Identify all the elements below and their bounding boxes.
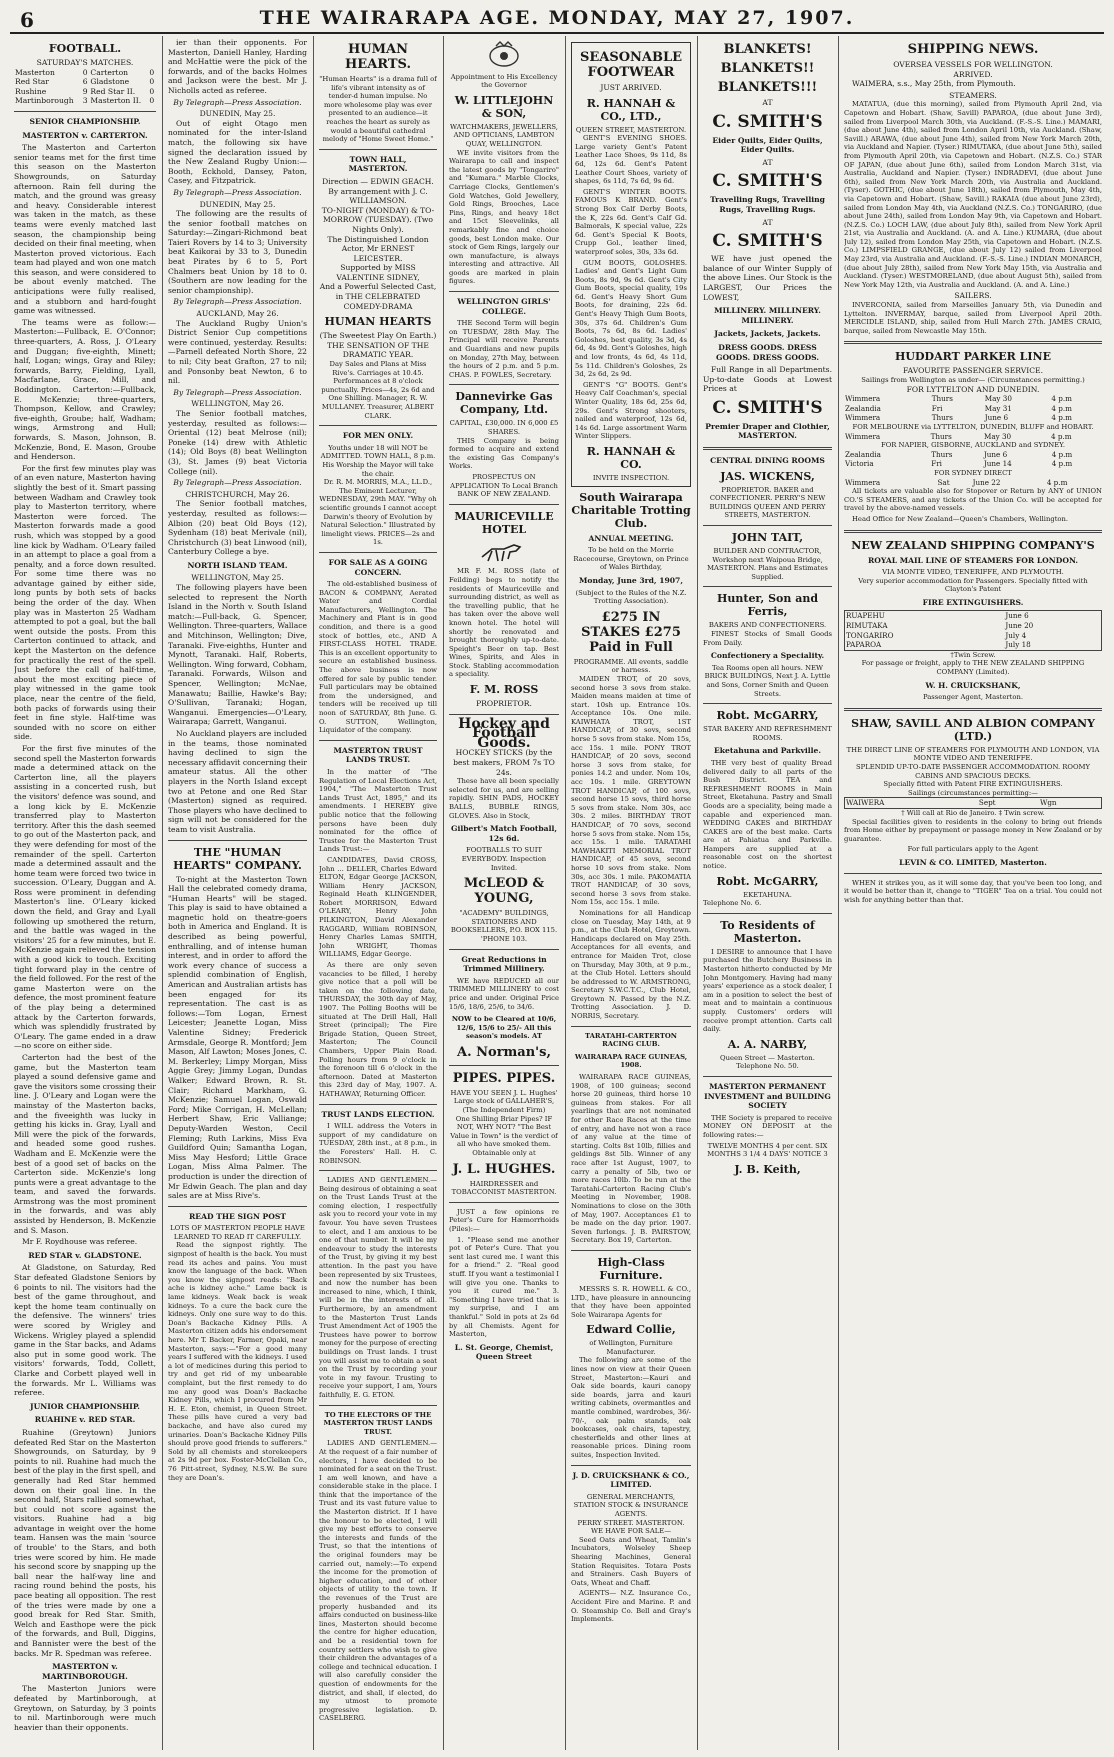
ad-heading: READ THE SIGN POST <box>188 1211 287 1221</box>
ad-heading: CENTRAL DINING ROOMS <box>710 456 825 466</box>
table-row: Martinborough 3 Masterton II. 0 <box>15 96 155 106</box>
column-football <box>14 38 156 1750</box>
sailing-table <box>844 478 1102 488</box>
ad-line: FOOTBALLS TO SUIT EVERYBODY. Inspection Invited. <box>461 846 547 872</box>
article-paragraph: The teams were as follow:—Masterton:—Fullback, E. O'Connor; three-quarters, A. Ross, J. O'Leary and Duggan; five-eighth, Minett; half, Logan; wings, Gray and Riley; forwards, Barry, Fielding, Lyall, Macfarlane, Grace, Mill, and Boddington. Carterton:—Fullback, E. McKenzie; three-quarters, Thompson, Kellow, and Crawley; five-eighth, Groube; half, Wadham; wings, Armstrong and Hull; forwards, S. Mason, Johnson, B. McKenzie, Bond, E. Mason, Groube and Henderson. <box>14 317 156 462</box>
royal-crest-icon <box>449 40 559 71</box>
table-row: RUAPEHU June 6 <box>846 611 1029 621</box>
ad-heading: WAIRARAPA RACE GUINEAS, 1908. <box>574 1052 688 1070</box>
ad-line: † Will call at Rio de Janeiro. ‡ Twin screw. <box>901 808 1045 817</box>
newspaper-title: THE WAIRARAPA AGE. MONDAY, MAY 27, 1907. <box>259 7 855 29</box>
sailing-table <box>844 394 1102 423</box>
ad-line: STAR BAKERY AND REFRESHMENT ROOMS. <box>703 725 832 742</box>
table-row: PAPAROA July 18 <box>846 640 1031 650</box>
ad-body: GENT'S "G" BOOTS. Gent's Heavy Calf Coachman's, special Winter Quality, 18s 6d, 25s 6d, 29s. Gent's Strong shooters, nailed and waterproof, 12s 6d, 14s 6d. Large assortment Warm Winter Slippers. <box>575 380 687 441</box>
article-paragraph: The Auckland Rugby Union's District Senior Cup competitions were continued, yesterday. Results:—Parnell defeated North Shore, 22 to nil; City beat Grafton, 27 to nil; and Ponsonby beat Newton, 6 to nil. <box>168 318 307 386</box>
venue: TOWN HALL, MASTERTON. <box>348 154 408 174</box>
sub-heading: OVERSEA VESSELS FOR WELLINGTON. <box>893 60 1053 69</box>
byline: By Telegraph—Press Association. <box>173 387 302 397</box>
byline: By Telegraph—Press Association. <box>173 97 302 107</box>
play-title: HUMAN HEARTS <box>324 315 432 329</box>
ad-heading: TO THE ELECTORS OF THE MASTERTON TRUST LANDS TRUST. <box>323 1410 433 1436</box>
byline: By Telegraph—Press Association. <box>173 478 302 488</box>
route-heading: FOR NAPIER, GISBORNE, AUCKLAND and SYDNEY. <box>880 441 1065 450</box>
ad-body: I DESIRE to announce that I have purchased the Butchery Business in Masterton hitherto conducted by Mr John Montgomery. Having had many years' experience as a stock dealer, I am in a position to select the best of meat and to maintain a continuous supply. Customers' orders will receive prompt attention. Carts call daily. <box>703 947 832 1034</box>
ad-body: Seed Oats and Wheat, Tamlin's Incubators, Wolseley Sheep Shearing Machines, General Station Requisites. Totara Posts and Strainers. Cash Buyers of Oats, Wheat and Chaff. <box>571 1535 691 1587</box>
masthead <box>10 6 1104 34</box>
ad-line: By arrangement with J. C. WILLIAMSON. <box>328 186 428 206</box>
ad-heading: JOHN TAIT, <box>731 531 804 545</box>
ad-line: Queen Street — Masterton. Telephone No. 50. <box>720 1053 815 1071</box>
ad-heading: Monday, June 3rd, 1907, <box>579 575 683 585</box>
article-paragraph: The Senior football matches, yesterday, resulted as follows:—Albion (20) beat Old Boys (12), Sydenham (18) beat Merivale (nil), Christchurch (3) beat Linwood (nil), Canterbury College a bye. <box>168 499 307 557</box>
ad-line: Sailings (circumstances permitting:— <box>908 788 1038 797</box>
sub-heading: NORTH ISLAND TEAM. <box>187 560 288 570</box>
ad-heading: JAS. WICKENS, <box>720 469 815 483</box>
section-heading: FOOTBALL. <box>48 42 122 55</box>
ad-body: WHEN it strikes you, as it will some day, that you've been too long, and it would be better than it, change to "TIGER" Tea on a trial. You could not wish for anything better than that. <box>844 878 1102 904</box>
ad-body: These have all been specially selected for us, and are selling rapidly. SHIN PADS, HOCKEY BALLS, BUBBLE RINGS, GLOVES. Also in Stock, <box>449 777 559 820</box>
sub-heading: STEAMERS. <box>949 90 997 100</box>
column-rule <box>697 36 698 1750</box>
sub-heading: SAILERS. <box>954 291 992 301</box>
table-row: Wimmera Thurs May 30 4 p.m <box>845 394 1072 404</box>
ad-body: All tickets are valuable also for Stopover or Return by ANY of UNION CO.'S STEAMERS, and any tickets of the Union Co. will be accepted for travel by the above-named vessels. <box>844 487 1102 513</box>
ad-heading: Eider Quilts, Eider Quilts, Eider Quilts. <box>712 135 823 155</box>
ad-body: THIS Company is being formed to acquire and extend the existing Gas Company's Works. <box>449 436 559 471</box>
match-heading: RUAHINE v. RED STAR. <box>34 1415 136 1425</box>
table-row: Rushine 9 Red Star II. 0 <box>15 86 155 96</box>
dateline: WELLINGTON, May 26. <box>191 399 284 409</box>
byline: By Telegraph—Press Association. <box>173 187 302 197</box>
sub-heading: ARRIVED. <box>953 69 993 79</box>
match-heading: RED STAR v. GLADSTONE. <box>28 1250 142 1260</box>
ad-line: PERRY STREET. MASTERTON. <box>577 1518 685 1527</box>
match-heading: MASTERTON v. MARTINBOROUGH. <box>42 1662 128 1681</box>
article-paragraph: No Auckland players are included in the teams, those nominated having declined to sign the necessary affidavit concerning their amateur status. All the other players in the North Island except two at Petone and one Red Star (Masterton) signed as required. Those players who have declined to sign will not be considered for the team to visit Australia. <box>168 728 307 834</box>
horse-illustration-icon <box>449 539 559 568</box>
route-heading: FOR SYDNEY DIRECT <box>934 468 1012 477</box>
shop-name: C. SMITH'S <box>712 231 823 252</box>
ad-line: CAPITAL, £30,000. IN 6,000 £5 SHARES. <box>449 419 559 436</box>
ad-line: Appointment to His Excellency the Governor <box>450 72 558 90</box>
ad-line: JUST ARRIVED. <box>600 83 662 92</box>
ad-heading: Great Reductions in Trimmed Millinery. <box>461 954 547 974</box>
sub-heading: SENIOR CHAMPIONSHIP. <box>29 116 141 126</box>
ad-heading: Hunter, Son and Ferris, <box>716 592 819 619</box>
ad-line: For passage or freight, apply to THE NEW ZEALAND SHIPPING COMPANY (Limited). <box>861 659 1085 677</box>
ad-body: In the matter of "The Regulation of Local Elections Act, 1904," "The Masterton Trust Lands Trust Act, 1895," and its amendments. I HEREBY give public notice that the following persons have been duly nominated for the office of Trustee for the Masterton Trust Lands Trust:— <box>319 767 437 854</box>
results-table <box>14 68 156 106</box>
ad-line: Dr. R. M. MORRIS, M.A., LL.D., The Eminent Lecturer, WEDNESDAY, 29th MAY. "Why oh scientific grounds I cannot accept Darwin's theory of Evolution by Natural Selection." Illustrated by limelight views. PRICES—2s and 1s. <box>319 478 437 547</box>
route-heading: FOR LYTTELTON AND DUNEDIN. <box>906 384 1040 394</box>
ad-body: MAIDEN TROT, of 20 sovs, second horse 3 sovs from stake. Maiden means maiden at time of start. 10sh up. Entrance 10s. Acceptance 10s. One mile. KAIWHATA TROT, 1ST HANDICAP, of 30 sovs, second horse 5 sovs from stake. Nom 15s, acc 15s. 1 mile. PONY TROT HANDICAP, of 20 sovs, second horse 3 sovs from stake, for ponies 14.2 and under. Nom 10s, acc 10s. 1 mile. GREYTOWN TROT HANDICAP, of 100 sovs, second horse 15 sovs, third horse 5 sovs from stake. Nom 30s, acc 30s. 2 miles. BIRTHDAY TROT HANDICAP, of 70 sovs, second horse 5 sovs from stake. Nom 15s, acc 15s. 1 mile. TARATAHI MAWHAKITI MEMORIAL TROT HANDICAP, of 45 sovs, second horse 10 sovs from stake. Nom 30s, acc 30s. 1 mile. PAKOMATIA TROT HANDICAP, of 30 sovs, second horse 3 sovs from stake. Nom 15s, acc 15s. 1 mile. <box>571 674 691 907</box>
ad-line: AT <box>762 98 773 107</box>
ad-line: PROPRIETOR. BAKER and CONFECTIONER. PERRY'S NEW BUILDINGS QUEEN AND PERRY STREETS, MASTERTON. <box>709 485 826 520</box>
footwear-ad <box>571 42 691 487</box>
ad-line: TWELVE MONTHS 4 per cent. SIX MONTHS 3 1/4 4 DAYS' NOTICE 3 <box>707 1141 828 1159</box>
column-theatre <box>319 38 437 1750</box>
ad-subheading: LOTS OF MASTERTON PEOPLE HAVE LEARNED TO READ IT CAREFULLY. <box>170 1224 305 1241</box>
ad-heading: FIRE EXTINGUISHERS. <box>922 597 1024 607</box>
ad-body: JUST a few opinions re Peter's Cure for Hæmorrhoids (Piles):— <box>449 1207 559 1233</box>
ad-body: WE have just opened the balance of our Winter Supply of the above Lines. Our Stock is the LARGEST, Our Prices the LOWEST, <box>703 254 832 302</box>
ad-heading: ANNUAL MEETING. <box>588 533 674 543</box>
ad-heading: SEASONABLE FOOTWEAR <box>579 50 683 80</box>
article-paragraph: For the first five minutes of the second spell the Masterton forwards made a determined attack on the Carterton line, all the players assisting in a concerted rush, but the visitors' defence was sound, and a long kick by E. McKenzie transferred play to Masterton territory. After this the dash seemed to go out of the Masterton pack, and they were defending for most of the remainder of the spell. Carterton made a determined assault and the home team were forced two twice in succession. O'Leary, Duggan and A. Ross were prominent in defending Masterton's line. O'Leary kicked down the field, and Gray and Lyall following up smothered the return, and the battle was waged in the visitors' 25 for a few minutes, but E. McKenzie again relieved the tension with a good kick to touch. Exciting tight forward play in the centre of the field followed. For the rest of the game Masterton were on the defence, the most prominent feature of the play being a determined attack by the Carterton forwards, which was splendidly frustrated by O'Leary. The game ended in a draw—no score on either side. <box>14 743 156 1051</box>
ad-heading: W. LITTLEJOHN & SON, <box>454 93 554 120</box>
ad-body: GENT'S EVENING SHOES. Large variety Gent's Patent Leather Lace Shoes, 9s 11d, 8s 6d, 12s 6d. Gent's Patent Leather Court Shoes, variety of shapes, 6s 11d, 7s 6d, 9s 6d. <box>575 134 687 186</box>
ad-heading: BLANKETS!!! <box>717 80 818 95</box>
ad-heading: Gilbert's Match Football, 12s 6d. <box>450 824 558 843</box>
column-ads-a <box>449 38 559 1750</box>
ad-line: Supported by MISS VALENTINE SIDNEY, <box>336 263 420 282</box>
shop-name: C. SMITH'S <box>712 171 823 192</box>
ad-body: THE Society is prepared to receive MONEY ON DEPOSIT at the following rates:— <box>703 1113 832 1139</box>
ad-heading: HUMAN HEARTS. <box>345 42 411 72</box>
sailing-table <box>844 797 1102 809</box>
ad-line: HAVE YOU SEEN J. L. Hughes' Large stock of GALLAHER'S, (The Independent Firm) <box>450 1088 558 1115</box>
column-rule <box>838 36 839 1750</box>
ad-line: FAVOURITE PASSENGER SERVICE. <box>903 366 1043 376</box>
sub-heading: JUNIOR CHAMPIONSHIP. <box>30 1401 140 1411</box>
article-paragraph: The Masterton Juniors were defeated by Martinborough, at Greytown, on Saturday, by 3 points to nil. Martinborough were much heavier than their opponents. <box>14 1684 156 1732</box>
ad-body: The old-established business of BACON & COMPANY, Aerated Water and Cordial Manufacturers, Wellington. The Machinery and Plant is in good condition, and there is a good stock of bottles, etc., AND A FIRST-CLASS HOTEL TRADE. This is an excellent opportunity to secure an established business. The above business is now offered for sale by public tender. Full particulars may be obtained from the undersigned, and tenders will be received up till noon of SATURDAY, 8th June. G. O. SUTTON, Wellington, Liquidator of the company. <box>319 580 437 735</box>
ad-line: †Twin Screw. <box>950 650 996 659</box>
ad-line: Direction — EDWIN GEACH. <box>322 176 434 186</box>
column-ads-c <box>703 38 832 1750</box>
ad-line: PROGRAMME. All events, saddle or harness. <box>573 657 689 675</box>
ad-heading: South Wairarapa Charitable Trotting Club. <box>571 490 691 530</box>
ad-heading: To Residents of Masterton. <box>720 918 815 945</box>
ad-heading: McLEOD & YOUNG, <box>463 876 545 907</box>
ad-heading: ROYAL MAIL LINE OF STEAMERS FOR LONDON. <box>867 555 1079 565</box>
ad-body: The following are some of the lines now on view at their Queen Street, Masterton:—Kauri and Oak side boards, kauri canopy side boards, jarra and kauri writing cabinets, overmantles and mantle combined, wardrobes, 36/- 70/-, oak palm stands, oak bookcases, oak chairs, tapestry, chesterfields and other lines at reasonable prices. Dining room suites, Inspection Invited. <box>571 1356 691 1459</box>
table-row: Red Star 6 Gladstone 0 <box>15 77 155 87</box>
ad-line: SPLENDID UP-TO-DATE PASSENGER ACCOMMODATION. ROOMY CABINS AND SPACIOUS DECKS. <box>856 763 1090 780</box>
ad-heading: A. A. NARBY, <box>727 1037 808 1051</box>
section-heading: SHIPPING NEWS. <box>907 42 1039 57</box>
dateline: DUNEDIN, May 25. <box>199 109 276 119</box>
ad-body: WE have REDUCED all our TRIMMED MILLINERY to cost price and under. Original Price 15/6, 18/6, 25/6, to 34/6. <box>449 976 559 1011</box>
ad-body: THE Second Term will begin on TUESDAY, 28th May. The Principal will receive Parents and Guardians and new pupils on Monday, 27th May, between the hours of 2 p.m. and 5 p.m. CHAS. P. FOWLES, Secretary. <box>449 319 559 379</box>
ad-heading: FOR SALE AS A GOING CONCERN. <box>328 557 428 577</box>
dateline: AUCKLAND, May 26. <box>196 309 279 319</box>
ad-heading: R. HANNAH & CO., LTD., <box>586 96 676 123</box>
ad-body: 1. "Please send me another pot of Peter's Cure. That you sent last cured me. I want this for a friend." 2. "Real good stuff. If you want a testimonial I will give you one. Thanks to you it cured me." 3. "Something I have tried that is my surprise, and I am thankful." Sold in pots at 2s 6d by all Chemists. Agent for Masterton, <box>449 1235 559 1339</box>
match-heading: MASTERTON v. CARTERTON. <box>22 130 148 140</box>
candidate-list: CANDIDATES, David CROSS, John ... DELLER, Charles Edward ELTON, Edgar George JACKSON, William Henry JACKSON, Reginald Heath KLINGENDER, Robert MORRISON, Edward O'LEARY, Henry John PILKINGTON, David Alexander RAGGARD, William ROBINSON, Henry Charles Lamas SMITH, John WRIGHT, Thomas WILLIAMS, Edgar George. <box>319 855 437 959</box>
article-paragraph: Carterton had the best of the game, but the Masterton team played a sound defensive game and gave the visitors some crossing their line. J. O'Leary and Logan were the mainstay of the Masterton backs, and the fiveeighth was lucky in getting his kicks in. Gray, Lyall and Mill were the pick of the forwards, and headed some good rushes. Wadham and E. McKenzie were the best of a good set of backs on the Carterton side. McKenzie's long punts were a great advantage to the team, and saved the forwards. Armstrong was the most prominent in the forwards, and was ably assisted by Henderson, B. McKenzie and S. Mason. <box>14 1052 156 1235</box>
article-paragraph: To-night at the Masterton Town Hall the celebrated comedy drama, "Human Hearts" will be staged. This play is said to have obtained a magnetic hold on theatre-goers both in America and England. It is described as being powerful, enthralling, and of intense human interest, and in order to afford the work every chance of success a splendid combination of English, American and Australian artists has been engaged for its representation. The cast is as follows:—Tom Logan, Ernest Leicester; Jeanette Logan, Miss Valentine Sidney; Frederick Armsdale, George R. Montford; Jem Mason, Alf Lawton; Moses Jones, C. M. Berkerley; Limpy Morgan, Miss Aggie Grey; Jimmy Logan, Dundas Walker; Edward Brown, R. St. Clair; Richard Markham, G. McKenzie; Samuel Logan, Oswald Ford; Mike Corrigan, H. McLellan; Herbert Shaw, Eric Valliange; Deputy-Warden Weston, Cecil Fleming; Ruth Larkins, Miss Eva Guildford Quin; Samantha Logan, Miss May Hesford; Little Grace Logan, Miss Alma Palmer. The production is under the direction of Mr Edwin Geach. The plan and day sales are at Miss Rive's. <box>168 874 307 1201</box>
ad-line: Youths under 18 will NOT be ADMITTED. TOWN HALL, 8 p.m. His Worship the Mayor will take the chair. <box>320 443 436 478</box>
ad-body: WE invite visitors from the Wairarapa to call and inspect the latest goods by "Tongariro" and "Kumara." Marble Clocks, Carriage Clocks, Gentlemen's Gold Watches, Gold Jewellery, Gold Rings, Brooches, Lace Pins, Rings, and heavy 18ct and 15ct Sleevelinks, all remarkably fine and choice goods, best London make. Our stock of Gem Rings, largely our own manufacture, is always interesting and attractive. All goods are marked in plain figures. <box>449 148 559 286</box>
ad-body: Nominations for all Handicap close on Tuesday, May 14th, at 9 p.m., at the Club Hotel, Greytown. Handicaps declared on May 25th. Acceptances for all events, and entrance for Maiden Trot, close on Thursday, May 30th, at 9 p.m., at the Club Hotel. Letters should be addressed to W. ARMSTRONG, Secretary S.W.C.T.C., Club Hotel, Greytown N. Passed by the N.Z. Trotting Association. J. D. NORRIS, Secretary. <box>571 908 691 1021</box>
ad-body: MESSRS S. R. HOWELL & CO., LTD., have pleasure in announcing that they have been appointed Sole Wairarapa Agents for <box>571 1284 691 1319</box>
ad-line: Passenger Agent, Masterton. <box>922 693 1024 702</box>
table-row: Masterton 0 Carterton 0 <box>15 67 155 77</box>
ad-line: BUILDER AND CONTRACTOR, Workshop next Waipoua Bridge, MASTERTON. Plans and Estimates Supplied. <box>707 547 828 581</box>
sailing-table <box>844 432 1102 442</box>
ad-line: One Shilling Briar Pipes? IF NOT, WHY NOT? "The Best Value in Town" is the verdict of all who have smoked them. Obtainable only at <box>450 1114 558 1158</box>
ad-line: INVITE INSPECTION. <box>592 473 670 482</box>
column-telegraph <box>168 38 307 1750</box>
ad-line: NOW to be Cleared at 10/6, 12/6, 15/6 to 25/- All this season's models. AT <box>451 1015 557 1041</box>
ad-heading: Travelling Rugs, Travelling Rugs, Travelling Rugs. <box>710 195 825 214</box>
ad-heading: BLANKETS! <box>723 42 812 57</box>
ad-line: BAKERS AND CONFECTIONERS. <box>708 621 827 630</box>
table-row: Victoria Fri June 14 4 p.m <box>845 459 1073 469</box>
ad-heading: J. L. HUGHES. <box>452 1161 556 1177</box>
ad-heading: PIPES. PIPES. <box>452 1070 556 1086</box>
article-paragraph: Ruahine (Greytown) Juniors defeated Red Star on the Masterton Showgrounds, on Saturday, by 9 points to nil. Ruahine had much the best of the play in the first spell, and generally had Red Star hemmed down on their goal line. In the second half, Stars rallied somewhat, but could not score against the visitors. Ruahine had a big advantage in weight over the home team. Hansen was the main 'source of trouble' to the Stars, and both tries were scored by him. He made his second score by snapping up the ball near the half-way line and racing round behind the posts, his pace beating all opposition. The rest of the tries were made by one a good break for Red Star. Smith, Welch and Easthope were the pick of the forwards, and Bull, Diggins, and Bannister were the best of the backs. Mr R. Spedman was referee. <box>14 1427 156 1658</box>
ad-line: WE HAVE FOR SALE— <box>590 1527 672 1536</box>
ad-line: Telephone No. 6. <box>703 899 762 908</box>
ad-body: WAIRARAPA RACE GUINEAS, 1908, of 100 guineas; second horse 20 guineas, third horse 10 guineas from stakes. For all yearlings that are not nominated for other Race Races at the time of entry, and have not won a race of any value at the time of starting. Colts 8st 10lb, fillies and geldings 8st 5lb. Winner of any race after 1st August, 1907, to carry a penalty of 5lb, two or more races 10lb. To be run at the Taratahi-Carterton Racing Club's Meeting in November, 1908. Nominations to close on the 30th of May, 1907. Acceptances £1 to be made on the day prior. 1907. Seven furlongs. J. B. PAIRSTOW, Secretary. Box 19, Carterton. <box>571 1073 691 1245</box>
article-paragraph: ier than their opponents. For Masterton, Daniell Hanley, Harding and McHattie were the pick of the forwards, and of the backs Holmes and Jackson were the best. Mr J. Nicholls acted as referee. <box>168 38 307 95</box>
ad-line: GENERAL MERCHANTS, STATION STOCK & INSURANCE AGENTS. <box>573 1492 689 1518</box>
sailing-table <box>844 450 1102 469</box>
table-row: Zealandia Thurs June 6 4 p.m <box>845 449 1073 459</box>
ad-heading: Hockey and Football Goods. <box>458 715 550 751</box>
ad-body: MR F. M. ROSS (late of Feilding) begs to notify the residents of Mauriceville and surrounding district, as well as the travelling public, that he has taken over the above well known hotel. The hotel will shortly be renovated and brought thoroughly up-to-date. Speight's Beer on tap. Best Wines, Spirits, and Ales in Stock. Stabling accommodation a speciality. <box>449 567 559 679</box>
ad-line: VIA MONTE VIDEO, TENERIFFE, AND PLYMOUTH. <box>882 568 1064 577</box>
ad-heading: J. D. CRUICKSHANK & CO., LIMITED. <box>572 1470 690 1490</box>
ad-line: PROSPECTUS ON APPLICATION To Local Branch BANK OF NEW ZEALAND. <box>450 472 558 499</box>
ad-body: Read the signpost rightly. The signpost of health is the back. You must read its aches and pains. You must know the language of the back. When you know the signpost reads: "Back ache is kidney ache." Lame back is lame kidneys. Weak back is weak kidneys. To a cure the back cure the kidneys. Only one sure way to do this. Doan's Backache Kidney Pills. A Masterton citizen adds his endorsement here. Mr T. Backer, Farmer, Opaki, near Masterton, says:—"For a good many years I suffered with the kidneys. I used a lot of medicines during this period to try and get rid of my unbearable complaint, but the first remedy to do me any good was Doan's Backache Kidney Pills, which I procured from Mr H. E. Eton, chemist, in Queen Street. These pills have cured a very bad backache, and have also cured my urinaries. Doan's Backache Kidney Pills should prove good friends to sufferers." Sold by all chemists and storekeepers at 2s 9d per box. Foster-McClellan Co., 76 Pitt-street, Sydney, N.S.W. Be sure they are Doan's. <box>168 1241 307 1482</box>
page-number: 6 <box>20 8 34 32</box>
column-rule <box>565 36 566 1750</box>
table-row: WAIWERA Sept Wgn <box>846 798 1057 808</box>
ad-body: LADIES AND GENTLEMEN.—At the request of a fair number of electors, I have decided to be nominated for a seat on the Trust. I am well known, and have a considerable stake in the place. I think that the importance of the Trust and its vast future value to the Masterton district. If I have the honour to be elected, I will give my best efforts to conserve the interests and funds of the Trust, so that the intentions of the original founders may be carried out, namely:—To expend the income for the promotion of higher education, and of other objects of utility to the town. If the revenues of the Trust are properly husbanded and its affairs conducted on business-like lines, Masterton should become the centre for higher education, and be a residential town for country settlers who wish to give their children the advantages of a college and technical education. I will also carefully consider the question of endowments for the district, and shall, if elected, do my utmost to promote progressive legislation. D. CASELBERG. <box>319 1439 437 1723</box>
ad-heading: F. M. ROSS <box>469 683 539 697</box>
ad-heading: Eketahuna and Parkville. <box>713 746 822 756</box>
ad-line: "ACADEMY" BUILDINGS, STATIONERS AND BOOKSELLERS, P.O. BOX 115. 'PHONE 103. <box>450 909 558 943</box>
ad-heading: Confectionery a Speciality. <box>710 651 825 661</box>
dateline: CHRISTCHURCH, May 26. <box>185 489 290 499</box>
table-row: Wimmera Thurs May 30 4 p.m <box>845 431 1072 441</box>
ad-line: Day Sales and Plans at Miss Rive's. Carriages at 10.45. Performances at 8 o'clock punctually. Prices—4s, 2s 6d and One Shilling. Manager, R. W. MULLANEY. Treasurer, ALBERT CLARK. <box>321 360 435 420</box>
column-rule <box>313 36 314 1750</box>
ad-line: The Distinguished London Actor, Mr ERNEST LEICESTER. <box>327 234 429 263</box>
article-paragraph: The following players have been selected to represent the North Island in the North v. South Island match:—Full-back, G. Spencer, Wellington. Three-quarters, Wallace and Mitchinson, Wellington; Dive, Taranaki. Five-eighths, Hunter and Mynott, Taranaki. Half, Roberts, Wellington. Wing forward, Cobham, Taranaki. Forwards, Wilson and Spencer, Wellington; McNae, Manawatu; Baillie, Hawke's Bay; O'Sullivan, Taranaki; Hogan, Wanganui. Emergencies—O'Leary, Wairarapa; Garrett, Wanganui. <box>168 583 307 727</box>
shop-name: C. SMITH'S <box>712 111 823 132</box>
shop-name: C. SMITH'S <box>712 397 823 418</box>
ad-body: AGENTS— N.Z. Insurance Co., Accident Fire and Marine. P. and O. Steamship Co. Bell and Gray's Implements. <box>571 1589 691 1624</box>
ad-heading: MILLINERY. MILLINERY. MILLINERY. <box>714 306 821 325</box>
article-paragraph: MATATUA, (due this morning), sailed from Plymouth April 2nd, via Capetown and Hobart. (Shaw, Savill) PAPAROA, (due about June 3rd), sailed from Liverpool March 30th, via Auckland. (F.-S.-S. Line.) MAMARI, (due about June 4th), sailed from London April 10th, via Auckland. (Shaw, Savill.) ARAWA, (due about June 4th), sailed from New York March 20th, via Auckland and Napier. (Tyser.) RIMUTAKA, (due about June 5th), sailed from Plymouth April 20th, via Capetown and Hobart. (N.Z.S. Co.) STAR OF JAPAN, (due about June 6th), sailed from London March 31st, via Australia, Auckland and Napier. (Tyser.) INDRADEVI, (due about June 6th), sailed from New York March 20th, via Australia and Auckland. (Tyser). GOTHIC, (due about June 18th), sailed from Plymouth, May 4th, via Capetown and Hobart. (Shaw, Savill.) RAKAIA (due about June 23rd), sailed from London May 4th, via Auckland (N.Z.S. Co.) TONGARIRO, (due about June 24th), sailed from London May 9th, via Capetown and Hobart. (N.Z.S. Co.) LOCH LAW, (due about July 8th), sailed from New York April 21st, via Australia and Auckland. (A. and A. Line.) KUMARA, (due about July 12), sailed from London May 25th, via Capetown and Hobart. (N.Z.S. Co.) LIMPSFIELD GRANGE, (due about July 12) sailed from Liverpool May 23rd, via Australia and Auckland. (F.-S.-S. Line.) INDIAN MONARCH, (due about July 28th), sailed from New York May 15th, via Australia and Auckland. (Tyser.) WESTMORELAND, (due about August 5th), sailed from New York May 12th, via Australia and Auckland. (A. and A. Line.) <box>844 100 1102 289</box>
ad-heading: MASTERTON TRUST LANDS TRUST. <box>333 745 423 765</box>
ad-body: GUM BOOTS, GOLOSHES. Ladies' and Gent's Light Gum Boots, 8s 9d, 9s 6d. Gent's City Gum Boots, special quality, 19s 6d. Gent's Heavy Short Gum Boots, for draining, 22s 6d. Gent's Heavy Thigh Gum Boots, 30s, 37s 6d. Children's Gum Boots, 7s 6d, 8s 6d. Ladies' Goloshes, best quality, 3s 3d, 4s 6d, 4s 9d. Gent's Goloshes, high and low fronts, 4s 6d, 4s 11d, 5s 11d. Children's Goloshes, 2s 3d, 2s 6d, 2s 9d. <box>575 258 687 379</box>
ad-heading: FOR MEN ONLY. <box>342 431 414 441</box>
ad-heading: MASTERTON PERMANENT INVESTMENT and BUILDING SOCIETY <box>704 1081 831 1111</box>
ad-body: GENT'S WINTER BOOTS. FAMOUS K BRAND. Gent's Strong Box Calf Derby Boots, the K, 22s 6d. Gent's Calf Gd. Balmorals, K special value, 22s 6d. Gent's Special K Boots, Crupp Gol., leather lined, waterproof soles, 30s, 33s 6d. <box>575 187 687 256</box>
ad-heading: Jackets, Jackets, Jackets. <box>714 329 821 339</box>
ad-heading: L. St. George, Chemist, Queen Street <box>454 1342 554 1362</box>
ad-line: (Subject to the Rules of the N.Z. Trotting Association). <box>575 588 687 606</box>
ad-line: PROPRIETOR. <box>476 699 532 709</box>
sailing-table <box>844 610 1102 650</box>
table-row: RIMUTAKA June 20 <box>846 621 1034 631</box>
ad-line: EKETAHUNA. <box>743 890 792 899</box>
ad-heading: £275 IN STAKES £275 Paid in Full <box>581 609 681 655</box>
ad-heading: DRESS GOODS. DRESS GOODS. DRESS GOODS. <box>715 342 820 362</box>
column-rule <box>162 36 163 1750</box>
ad-line: AT <box>762 157 773 167</box>
ad-line: And a Powerful Selected Cast, in THE CELEBRATED COMEDY-DRAMA <box>319 282 437 311</box>
ad-heading: TRUST LANDS ELECTION. <box>321 1109 435 1119</box>
article-paragraph: WAIMERA, s.s., May 25th, from Plymouth. <box>852 79 1016 89</box>
ad-heading: HUDDART PARKER LINE <box>895 350 1051 364</box>
dateline: DUNEDIN, May 25. <box>199 199 276 209</box>
ad-line: To be held on the Morrie Racecourse, Greytown, on Prince of Wales Birthday, <box>573 546 689 572</box>
dateline: WELLINGTON, May 25. <box>191 573 284 583</box>
ad-line: AT <box>762 217 773 227</box>
column-rule <box>443 36 444 1750</box>
ad-body: THE very best of quality Bread delivered daily to all parts of the Bush District. TEA and REFRESHMENT ROOMS in Main Street, Eketahuna. Pastry and Small Goods are a speciality, being made a capable and experienced man. WEDDING CAKES and BIRTHDAY CAKES are of the best make. Carts are at Pahiatua and Parkville. Hampers are supplied at a reasonable cost on the shortest notice. <box>703 758 832 871</box>
ad-heading: R. HANNAH & CO. <box>586 444 676 471</box>
ad-heading: Dannevirke Gas Company, Ltd. <box>455 390 553 417</box>
ad-line: Very superior accommodation for Passengers. Specially fitted with Clayton's Patent <box>858 576 1088 594</box>
ad-line: of Wellington, Furniture Manufacturer. <box>589 1339 673 1356</box>
table-row: TONGARIRO July 4 <box>846 630 1027 640</box>
column-ads-b <box>571 38 691 1750</box>
table-row: Wimmera Thurs June 6 4 p.m <box>845 413 1072 423</box>
byline: By Telegraph—Press Association. <box>173 297 302 307</box>
ad-line: QUEEN STREET, MASTERTON. <box>575 125 687 134</box>
article-paragraph: The Senior football matches, yesterday, resulted as follows:—Oriental (12) beat Melrose (nil); Poneke (14) drew with Athletic (14); Old Boys (8) beat Wellington (3), St. James (9) beat Victoria College (nil). <box>168 408 307 476</box>
ad-line: THE DIRECT LINE OF STEAMERS FOR PLYMOUTH AND LONDON, VIA MONTE VIDEO AND TENERIFFE. <box>846 745 1100 763</box>
ad-body: Full Range in all Departments. Up-to-date Goods at Lowest Prices at <box>703 365 832 394</box>
ad-line: HOCKEY STICKS (by the best makers, FROM 7s TO 24s. <box>453 748 555 777</box>
ad-heading: A. Norman's, <box>457 1044 551 1060</box>
ad-heading: High-Class Furniture. <box>597 1255 665 1282</box>
ad-heading: NEW ZEALAND SHIPPING COMPANY'S <box>851 538 1095 552</box>
ad-line: For full particulars apply to the Agent <box>907 845 1039 854</box>
article-paragraph: At Gladstone, on Saturday, Red Star defeated Gladstone Seniors by 6 points to nil. The visitors had the best of the game throughout, and kept the home team continually on the defensive. The winners' tries were scored by Wrigley and Wickens. Wrigley played a splendid game in the Star backs, and Adams also put in some good work. The visitors' forwards, Todd, Collett, Clarke and Corbett played well in the forwards. Mr L. Williams was referee. <box>14 1263 156 1398</box>
ad-heading: Robt. McGARRY, <box>716 709 819 723</box>
ad-heading: Robt. McGARRY, <box>716 874 819 888</box>
article-heading: THE "HUMAN HEARTS" COMPANY. <box>173 845 302 872</box>
ad-line: (The Sweetest Play On Earth.) THE SENSATION OF THE DRAMATIC YEAR. <box>319 331 437 360</box>
column-shipping <box>844 38 1102 1750</box>
ad-heading: TARATAHI-CARTERTON RACING CLUB. <box>584 1031 678 1049</box>
article-paragraph: The Masterton and Carterton senior teams met for the first time this season on the Masterton Showgrounds, on Saturday afternoon. Rain fell during the match, and the ground was greasy and heavy. Considerable interest was taken in the match, as these teams were evenly matched last season, the championship being decided on their final meeting, when Masterton proved victorious. Each team had played and won one match this season, and were considered to be about evenly matched. The anticipations were fully realised, and a stubborn and hard-fought game was witnessed. <box>14 143 156 316</box>
ad-heading: Premier Draper and Clothier, MASTERTON. <box>705 421 830 441</box>
sub-heading: SATURDAY'S MATCHES. <box>36 58 134 67</box>
ad-heading: MAURICEVILLE HOTEL <box>454 509 554 536</box>
ad-line: Specially fitted with Patent FIRE EXTINGUISHERS. <box>883 780 1063 789</box>
route-heading: FOR MELBOURNE via LYTTELTON, DUNEDIN, BLUFF and HOBART. <box>852 422 1094 431</box>
article-paragraph: Out of eight Otago men nominated for the inter-Island match, the following six have signed the declaration issued by the New Zealand Rugby Union:—Booth, Eckhold, Dansey, Paton, Casey, and Fitzpatrick. <box>168 118 307 186</box>
ad-heading: BLANKETS!! <box>720 61 815 76</box>
table-row: Zealandia Fri May 31 4 p.m <box>845 403 1072 413</box>
ad-heading: J. B. Keith, <box>734 1162 801 1176</box>
table-row: Wimmera Sat June 22 4 p.m <box>845 477 1068 487</box>
ad-body: I WILL address the Voters in support of my candidature on TUESDAY, 28th inst., at 8 p.m., in the Foresters' Hall. H. C. ROBINSON. <box>319 1122 437 1165</box>
ad-line: HAIRDRESSER and TOBACCONIST MASTERTON. <box>451 1179 557 1197</box>
ad-line: WATCHMAKERS, JEWELLERS, AND OPTICIANS, LAMBTON QUAY, WELLINGTON. <box>450 122 558 148</box>
ad-heading: W. H. CRUICKSHANK, <box>925 680 1021 690</box>
ad-line: Tea Rooms open all hours. NEW BRICK BUILDINGS, Next J. A. Lyttle and Sons, Corner Smith and Queen Streets. <box>704 663 831 698</box>
ad-body: "Human Hearts" is a drama full of life's vibrant intensity as of tender-d human impulse. No more wholesome play was ever presented to an audience—it reaches the heart as surely as would a beautiful cathedral melody of "Home Sweet Home." <box>319 75 437 144</box>
ad-heading: WELLINGTON GIRLS' COLLEGE. <box>457 297 551 316</box>
article-paragraph: The following are the results of the senior football matches on Saturday:—Zingari-Richmond beat Taieri Rovers by 14 to 3; University beat Kaikorai by 33 to 3, Dunedin beat Pirates by 6 to 5, Port Chalmers beat Union by 18 to 0. (Southern are now leading for the senior championship). <box>168 209 307 295</box>
ad-body: As there are only seven vacancies to be filled, I hereby give notice that a poll will be taken on the following date, THURSDAY, the 30th day of May, 1907. The Polling Booths will be situated at The Drill Hall, Hall Street (principal); The Fire Brigade Station, Queen Street, Masterton; The Council Chambers, Upper Plain Road. Polling hours from 9 o'clock in the forenoon till 6 o'clock in the afternoon. Dated at Masterton this 23rd day of May, 1907. A. HATHAWAY, Returning Officer. <box>319 961 437 1098</box>
article-paragraph: For the first few minutes play was of an even nature, Masterton having slightly the best of it. Smart passing between Wadham and Crawley took play to Masterton territory, where Masterton were forced. The Masterton forwards made a good rush, which was stopped by a good line kick by Wadham. O'Leary failed in an attempt to place a goal from a penalty, and a force down resulted. For some time there was no advantage gained by either side, long punts by both sets of backs being the order of the day. When play was in Masterton 25 Wadham attempted to pot a goal, but the ball went outside the posts. From this Carterton continued to attack, and kept the Masterton on the defence for practically the rest of the spell. Just before the call of half-time, about the most exciting piece of play witnessed in the game took place, near the centre of the field, both packs of forwards using their feet in fine style. Half-time was sounded with no score on either side. <box>14 463 156 742</box>
ad-body: Special facilities given to residents in the colony to bring out friends from Home either by prepayment or passage money in New Zealand or by guarantee. <box>844 817 1102 843</box>
ad-line: Sailings from Wellington as under— (Circumstances permitting.) <box>861 376 1085 384</box>
ad-heading: SHAW, SAVILL AND ALBION COMPANY (LTD.) <box>851 716 1095 743</box>
article-paragraph: Mr F. Roydhouse was referee. <box>22 1237 138 1247</box>
ad-body: Head Office for New Zealand—Queen's Chambers, Wellington. <box>852 514 1069 523</box>
article-paragraph: INVERCONIA, sailed from Marseilles January 5th, via Dunedin and Lyttelton. INVERMAY, barque, sailed from Liverpool April 20th. MERCIDLE ISLAND, ship, sailed from Hull March 27th. JAMES CRAIG, barque, sailed from Newcastle May 15th. <box>844 301 1102 335</box>
ad-body: FINEST Stocks of Small Goods From Daily. <box>703 630 832 647</box>
ad-heading: LEVIN & CO. LIMITED, Masterton. <box>899 857 1047 867</box>
ad-line: TO-NIGHT (MONDAY) & TO-MORROW (TUESDAY). (Two Nights Only). <box>321 205 435 234</box>
ad-heading: Edward Collie, <box>586 1323 676 1337</box>
ad-body: LADIES AND GENTLEMEN.—Being desirous of obtaining a seat on the Trust Lands Trust at the coming election, I respectfully ask you to record your vote in my favour. You have seven Trustees to elect, and I am anxious to be one of that number. It will be my endeavour to study the interests of the Trust, by giving it my best attention. In the past you have been represented by six Trustees, and now the number has been increased to nine, which, I think, will be in the interests of all. Furthermore, by an amendment to the Masterton Trust Lands Trust Amendment Act of 1905 the Trustees have power to borrow money for the purpose of erecting buildings on Trust lands. I trust you will assist me to obtain a seat on the Trust by recording your vote in my favour. Trusting to receive your support, I am, Yours faithfully, E. G. ETON. <box>319 1176 437 1399</box>
